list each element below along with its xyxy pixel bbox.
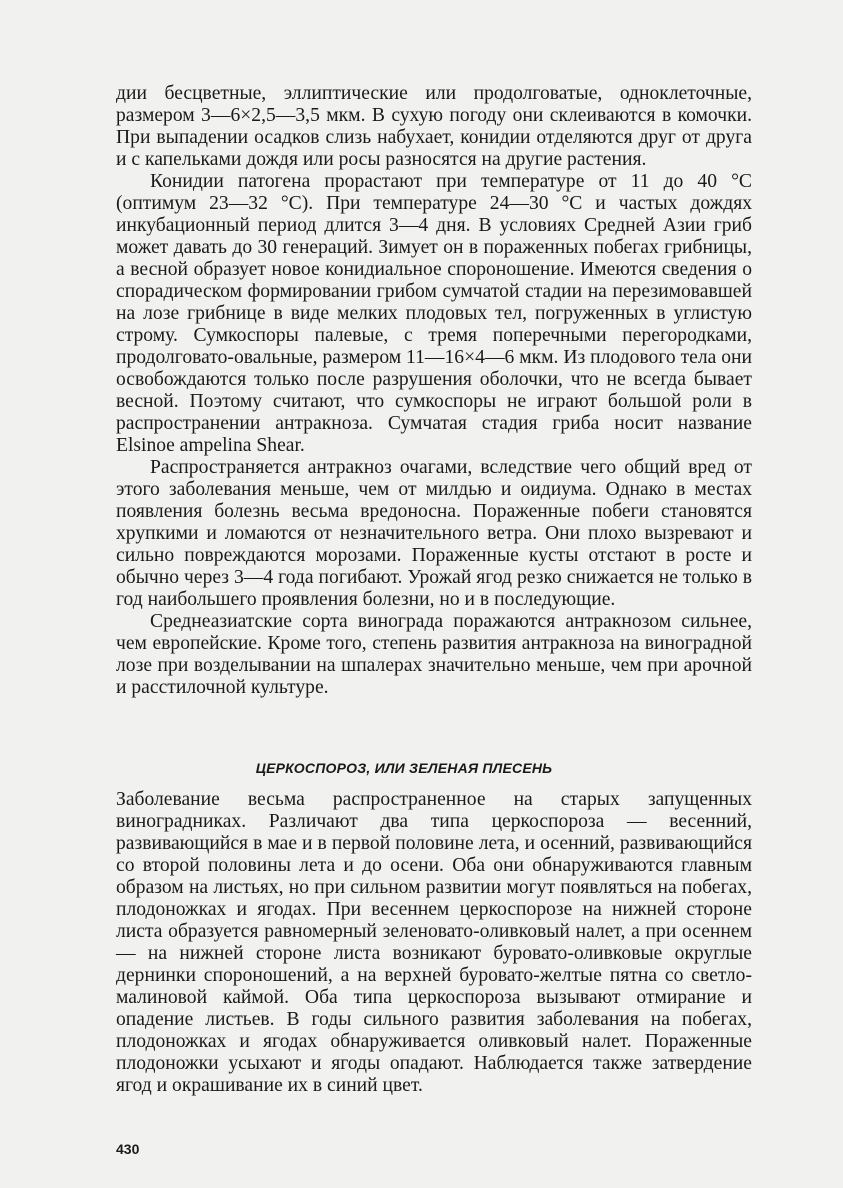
paragraph-anthracnose-spread: Распространяется антракноз очагами, вследствие чего общий вред от этого заболевания меньше, чем от милдью и оидиума. Однако в местах появления болезнь весьма вредоносна. Пораженные побеги становятся хрупкими и ломаются от незначительного ветра. Они плохо вызревают и сильно повреждаются морозами. Пораженные кусты отстают в росте и обычно через 3—4 года погибают. Урожай ягод резко снижается не только в год наибольшего проявления болезни, но и в последующие. bbox=[116, 457, 752, 610]
body-text-top bbox=[116, 83, 752, 699]
section-heading: ЦЕРКОСПОРОЗ, ИЛИ ЗЕЛЕНАЯ ПЛЕСЕНЬ bbox=[255, 760, 553, 776]
paragraph-conidia-germination: Конидии патогена прорастают при температуре от 11 до 40 °С (оптимум 23—32 °С). При температуре 24—30 °С и частых дождях инкубационный период длится 3—4 дня. В условиях Средней Азии гриб может давать до 30 генераций. Зимует он в пораженных побегах грибницы, а весной образует новое конидиальное спороношение. Имеются сведения о спорадическом формировании грибом сумчатой стадии на перезимовавшей на лозе грибнице в виде мелких плодовых тел, погруженных в углистую строму. Сумкоспоры палевые, с тремя поперечными перегородками, продолговато-овальные, размером 11—16×4—6 мкм. Из плодового тела они освобождаются только после разрушения оболочки, что не всегда бывает весной. Поэтому считают, что сумкоспоры не играют большой роли в распространении антракноза. Сумчатая стадия гриба носит название Elsinoe ampelina Shear. bbox=[116, 171, 752, 456]
body-text-cercosporosis bbox=[116, 789, 752, 1097]
paragraph-central-asian-varieties: Среднеазиатские сорта винограда поражаются антракнозом сильнее, чем европейские. Кроме того, степень развития антракноза на виноградной лозе при возделывании на шпалерах значительно меньше, чем при арочной и расстилочной культуре. bbox=[116, 611, 752, 698]
paragraph-cercosporosis: Заболевание весьма распространенное на старых запущенных виноградниках. Различают два типа церкоспороза — весенний, развивающийся в мае и в первой половине лета, и осенний, развивающийся со второй половины лета и до осени. Оба они обнаруживаются главным образом на листьях, но при сильном развитии могут появляться на побегах, плодоножках и ягодах. При весеннем церкоспорозе на нижней стороне листа образуется равномерный зеленовато-оливковый налет, а при осеннем — на нижней стороне листа возникают буровато-оливковые округлые дернинки спороношений, а на верхней буровато-желтые пятна со светло-малиновой каймой. Оба типа церкоспороза вызывают отмирание и опадение листьев. В годы сильного развития заболевания на побегах, плодоножках и ягодах обнаруживается оливковый налет. Пораженные плодоножки усыхают и ягоды опадают. Наблюдается также затвердение ягод и окрашивание их в синий цвет. bbox=[116, 789, 752, 1096]
page-number: 430 bbox=[116, 1141, 140, 1157]
paragraph-conidia-continuation: дии бесцветные, эллиптические или продолговатые, одноклеточные, размером 3—6×2,5—3,5 мкм. В сухую погоду они склеиваются в комочки. При выпадении осадков слизь набухает, конидии отделяются друг от друга и с капельками дождя или росы разносятся на другие растения. bbox=[116, 83, 752, 170]
